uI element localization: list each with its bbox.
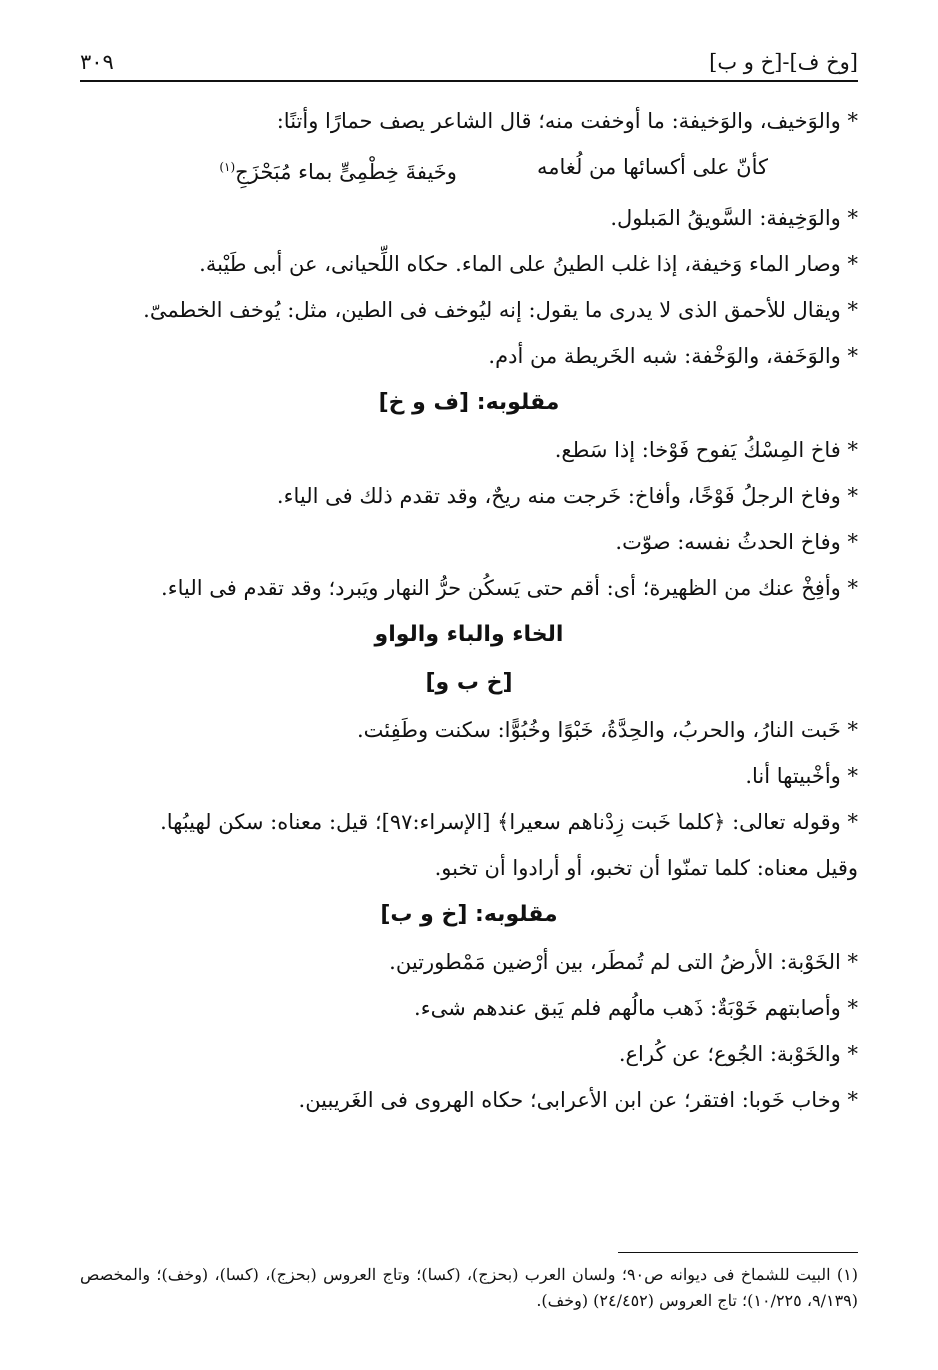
- section-heading: مقلوبه: [خ و ب]: [380, 902, 558, 927]
- entry-line: * وفاخ الحدثُ نفسه: صوّت.: [615, 530, 858, 554]
- entry-line: * والخَوْبة: الجُوع؛ عن كُراع.: [618, 1042, 858, 1066]
- section-heading: مقلوبه: [ف و خ]: [378, 390, 560, 415]
- header-rule: [80, 80, 858, 82]
- entry-line: * وخاب خَوبا: افتقر؛ عن ابن الأعرابى؛ حكاه الهروى فى الغَريبين.: [298, 1088, 858, 1112]
- entry-line: * فاخ المِسْكُ يَفوح فَوْخا: إذا سَطع.: [554, 438, 858, 462]
- entry-line: * وأصابتهم خَوْبَةٌ: ذَهب مالُهم فلم يَبق عندهم شىء.: [414, 996, 858, 1020]
- page-header: [80, 42, 858, 74]
- entry-line: * وصار الماء وَخيفة، إذا غلب الطينُ على الماء. حكاه اللِّحيانى، عن أبى طَيْبة.: [199, 252, 858, 276]
- root-heading: [خ ب و]: [425, 670, 513, 695]
- verse-hemistich: وخَيفةَ خِطْمِىٍّ بماء مُبَحْزَجِ$^{(١)}$: [219, 160, 457, 184]
- entry-line: وقيل معناه: كلما تمنّوا أن تخبو، أو أرادوا أن تخبو.: [434, 856, 858, 880]
- entry-line: * خَبت النارُ، والحربُ، والحِدَّةُ، خَبْوًا وخُبُوًّا: سكنت وطَفِئت.: [356, 718, 858, 742]
- entry-line: * وفاخ الرجلُ فَوْخًا، وأفاخ: خَرجت منه ريحٌ، وقد تقدم ذلك فى الياء.: [276, 484, 858, 508]
- entry-line: * والوَخِيفة: السَّويقُ المَبلول.: [610, 206, 858, 230]
- page-body: [80, 98, 858, 1123]
- entry-line: * الخَوْبة: الأرضُ التى لم تُمطَر، بين أرْضين مَمْطورتين.: [389, 950, 858, 974]
- footnote: (١) البيت للشماخ فى ديوانه ص٩٠؛ ولسان العرب (بحزج)، (كسا)؛ وتاج العروس (بحزج)، (كسا)، (وخف)؛ والمخصص (٩/١٣٩، ١٠/٢٢٥)؛ تاج العروس (٢٤/٤٥٢) (وخف).: [80, 1265, 859, 1310]
- entry-line: * والوَخيف، والوَخيفة: ما أوخفت منه؛ قال الشاعر يصف حمارًا وأتنًا:: [276, 109, 858, 133]
- footnote-ref: (١): [219, 160, 236, 174]
- entry-line: * وأفِخْ عنك من الظهيرة؛ أى: أقم حتى يَسكُن حرُّ النهار ويَبرد؛ وقد تقدم فى الياء.: [161, 576, 858, 600]
- page-number: ٣٠٩: [80, 50, 114, 74]
- poem-verse: [80, 144, 858, 195]
- entry-line: * والوَخَفة، والوَخْفة: شبه الخَريطة من أدم.: [488, 344, 858, 368]
- entry-line: * ويقال للأحمق الذى لا يدرى ما يقول: إنه ليُوخف فى الطين، مثل: يُوخف الخطمىّ.: [143, 298, 858, 322]
- verse-hemistich: كأنّ على أكسائها من لُغامه: [536, 155, 768, 179]
- entry-line: * وأخْبيتها أنا.: [745, 764, 858, 788]
- footnote-rule: [618, 1252, 858, 1253]
- running-title: [وخ ف]-[خ و ب]: [709, 50, 858, 74]
- entry-line: * وقوله تعالى: ﴿كلما خَبت زِدْناهم سعيرا﴾ [الإسراء:٩٧]؛ قيل: معناه: سكن لهيبُها.: [160, 810, 858, 834]
- chapter-heading: الخاء والباء والواو: [374, 622, 564, 647]
